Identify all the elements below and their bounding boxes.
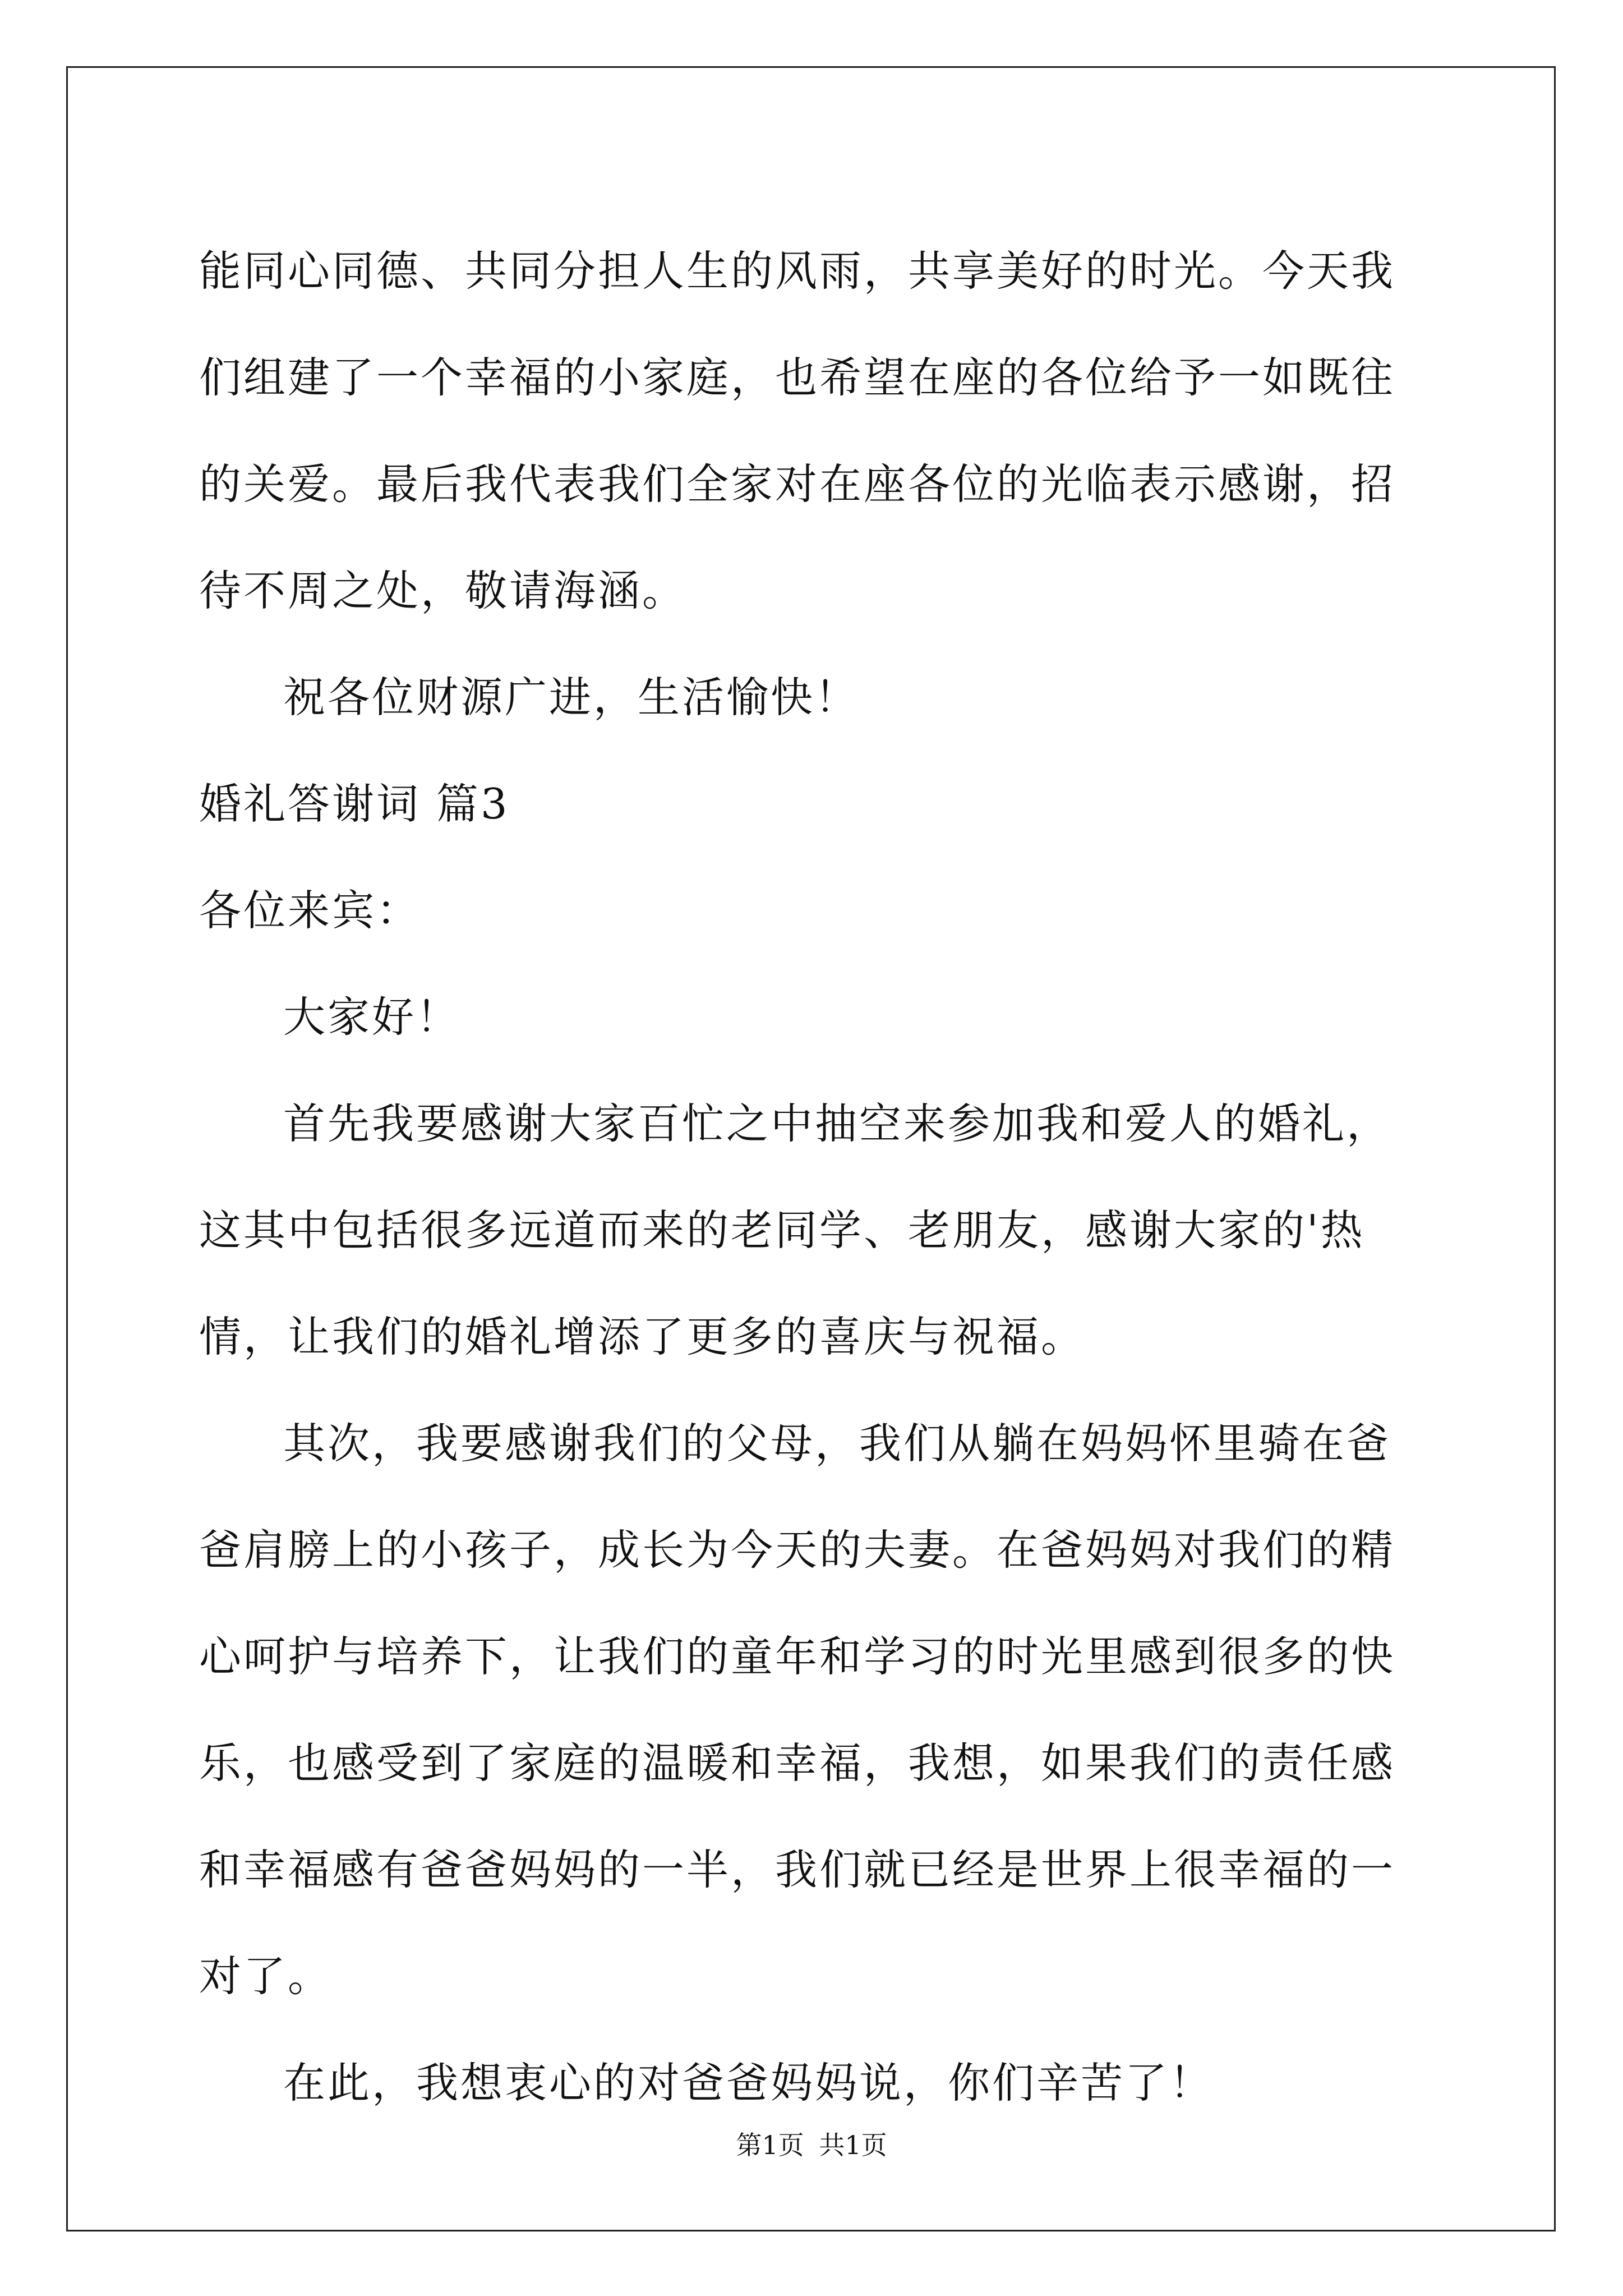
paragraph: 首先我要感谢大家百忙之中抽空来参加我和爱人的婚礼，这其中包括很多远道而来的老同学、老朋友，感谢大家的'热情，让我们的婚礼增添了更多的喜庆与祝福。 [199,1099,1391,1361]
section-heading: 婚礼答谢词 篇3 [199,779,510,829]
page-number: 第1页 [736,2130,804,2160]
page-footer [0,2125,1623,2162]
greeting: 大家好！ [283,992,461,1042]
document-body [199,218,1433,2136]
page-total: 共1页 [819,2130,887,2160]
paragraph: 其次，我要感谢我们的父母，我们从躺在妈妈怀里骑在爸爸肩膀上的小孩子，成长为今天的夫妻。在爸妈妈对我们的精心呵护与培养下，让我们的童年和学习的时光里感到很多的快乐，也感受到了家庭的温暖和幸福，我想，如果我们的责任感和幸福感有爸爸妈妈的一半，我们就已经是世界上很幸福的一对了。 [199,1419,1396,2001]
paragraph: 能同心同德、共同分担人生的风雨，共享美好的时光。今天我们组建了一个幸福的小家庭，也希望在座的各位给予一如既往的关爱。最后我代表我们全家对在座各位的光临表示感谢，招待不周之处，敬请海涵。 [199,246,1396,615]
paragraph: 祝各位财源广进，生活愉快！ [283,673,860,722]
salutation: 各位来宾： [199,886,421,935]
paragraph: 在此，我想衷心的对爸爸妈妈说，你们辛苦了！ [283,2058,1214,2108]
